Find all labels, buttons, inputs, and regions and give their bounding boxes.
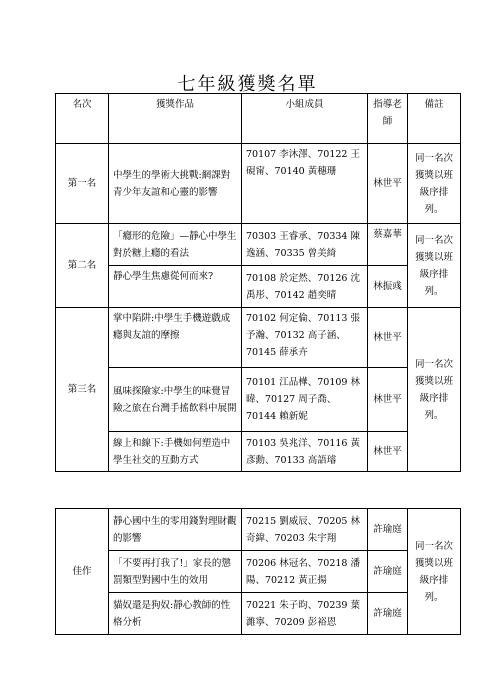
table-row bbox=[56, 593, 461, 635]
work-cell: 中學生的學術大挑戰:網課對青少年友誼和心靈的影響 bbox=[109, 144, 242, 224]
header-rank: 名次 bbox=[56, 94, 109, 144]
honorable-mention-table bbox=[55, 508, 461, 635]
note-cell: 同一名次獲獎以班級序排列。 bbox=[408, 144, 461, 224]
work-cell: 風味探險家:中學生的味覺冒險之旅在台灣手搖飲料中展開 bbox=[109, 368, 242, 432]
members-cell: 70102 何定倫、70113 張予瀚、70132 高子涵、70145 薛承卉 bbox=[242, 308, 368, 368]
table-row bbox=[56, 224, 461, 266]
teacher-cell: 許瑜庭 bbox=[368, 509, 408, 551]
table-row bbox=[56, 144, 461, 224]
members-cell: 70103 吳兆洋、70116 黃彥勳、70133 高語璿 bbox=[242, 432, 368, 472]
work-cell: 線上和線下:手機如何塑造中學生社交的互動方式 bbox=[109, 432, 242, 472]
members-cell: 70107 李沐澤、70122 王硯甯、70140 黃穗珊 bbox=[242, 144, 368, 224]
teacher-cell: 林振彧 bbox=[368, 266, 408, 308]
header-work: 獲獎作品 bbox=[109, 94, 242, 144]
work-cell: 貓奴還是狗奴:靜心教師的性格分析 bbox=[109, 593, 242, 635]
table-row bbox=[56, 509, 461, 551]
members-cell: 70303 王睿承、70334 陳逸涵、70335 曾美綺 bbox=[242, 224, 368, 266]
awards-table bbox=[55, 93, 461, 472]
rank-cell: 第三名 bbox=[56, 308, 109, 472]
header-row bbox=[56, 94, 461, 144]
note-cell: 同一名次獲獎以班級序排列。 bbox=[408, 308, 461, 472]
teacher-cell: 許瑜庭 bbox=[368, 593, 408, 635]
table-row bbox=[56, 308, 461, 368]
rank-cell: 第一名 bbox=[56, 144, 109, 224]
teacher-cell: 許瑜庭 bbox=[368, 551, 408, 593]
teacher-cell: 林世平 bbox=[368, 308, 408, 368]
members-cell: 70215 劉威辰、70205 林奇緯、70203 朱宇翔 bbox=[242, 509, 368, 551]
note-cell: 同一名次獲獎以班級序排列。 bbox=[408, 509, 461, 635]
teacher-cell: 林世平 bbox=[368, 144, 408, 224]
header-teacher: 指導老師 bbox=[368, 94, 408, 144]
teacher-cell: 林世平 bbox=[368, 432, 408, 472]
header-note: 備註 bbox=[408, 94, 461, 144]
work-cell: 「癮形的危險」—靜心中學生對於糖上癮的看法 bbox=[109, 224, 242, 266]
members-cell: 70206 林冠名、70218 潘陽、70212 黃正揚 bbox=[242, 551, 368, 593]
rank-cell: 佳作 bbox=[56, 509, 109, 635]
members-cell: 70221 朱子昀、70239 葉濰寧、70209 彭裕恩 bbox=[242, 593, 368, 635]
work-cell: 「不要再打我了!」家長的懲罰類型對國中生的效用 bbox=[109, 551, 242, 593]
table-row bbox=[56, 432, 461, 472]
teacher-cell: 蔡嘉華 bbox=[368, 224, 408, 266]
work-cell: 靜心學生焦慮從何而來? bbox=[109, 266, 242, 308]
table-row bbox=[56, 551, 461, 593]
members-cell: 70108 於定然、70126 沈禹彤、70142 趙奕晴 bbox=[242, 266, 368, 308]
work-cell: 掌中陷阱:中學生手機遊戲成癮與友誼的摩擦 bbox=[109, 308, 242, 368]
table-row bbox=[56, 266, 461, 308]
rank-cell: 第二名 bbox=[56, 224, 109, 308]
work-cell: 靜心國中生的零用錢對理財觀的影響 bbox=[109, 509, 242, 551]
note-cell: 同一名次獲獎以班級序排列。 bbox=[408, 224, 461, 308]
teacher-cell: 林世平 bbox=[368, 368, 408, 432]
page-title: 七年級獲獎名單 bbox=[177, 74, 318, 95]
table-row bbox=[56, 368, 461, 432]
header-members: 小組成員 bbox=[242, 94, 368, 144]
members-cell: 70101 江品樺、70109 林暐、70127 周子喬、70144 賴新妮 bbox=[242, 368, 368, 432]
